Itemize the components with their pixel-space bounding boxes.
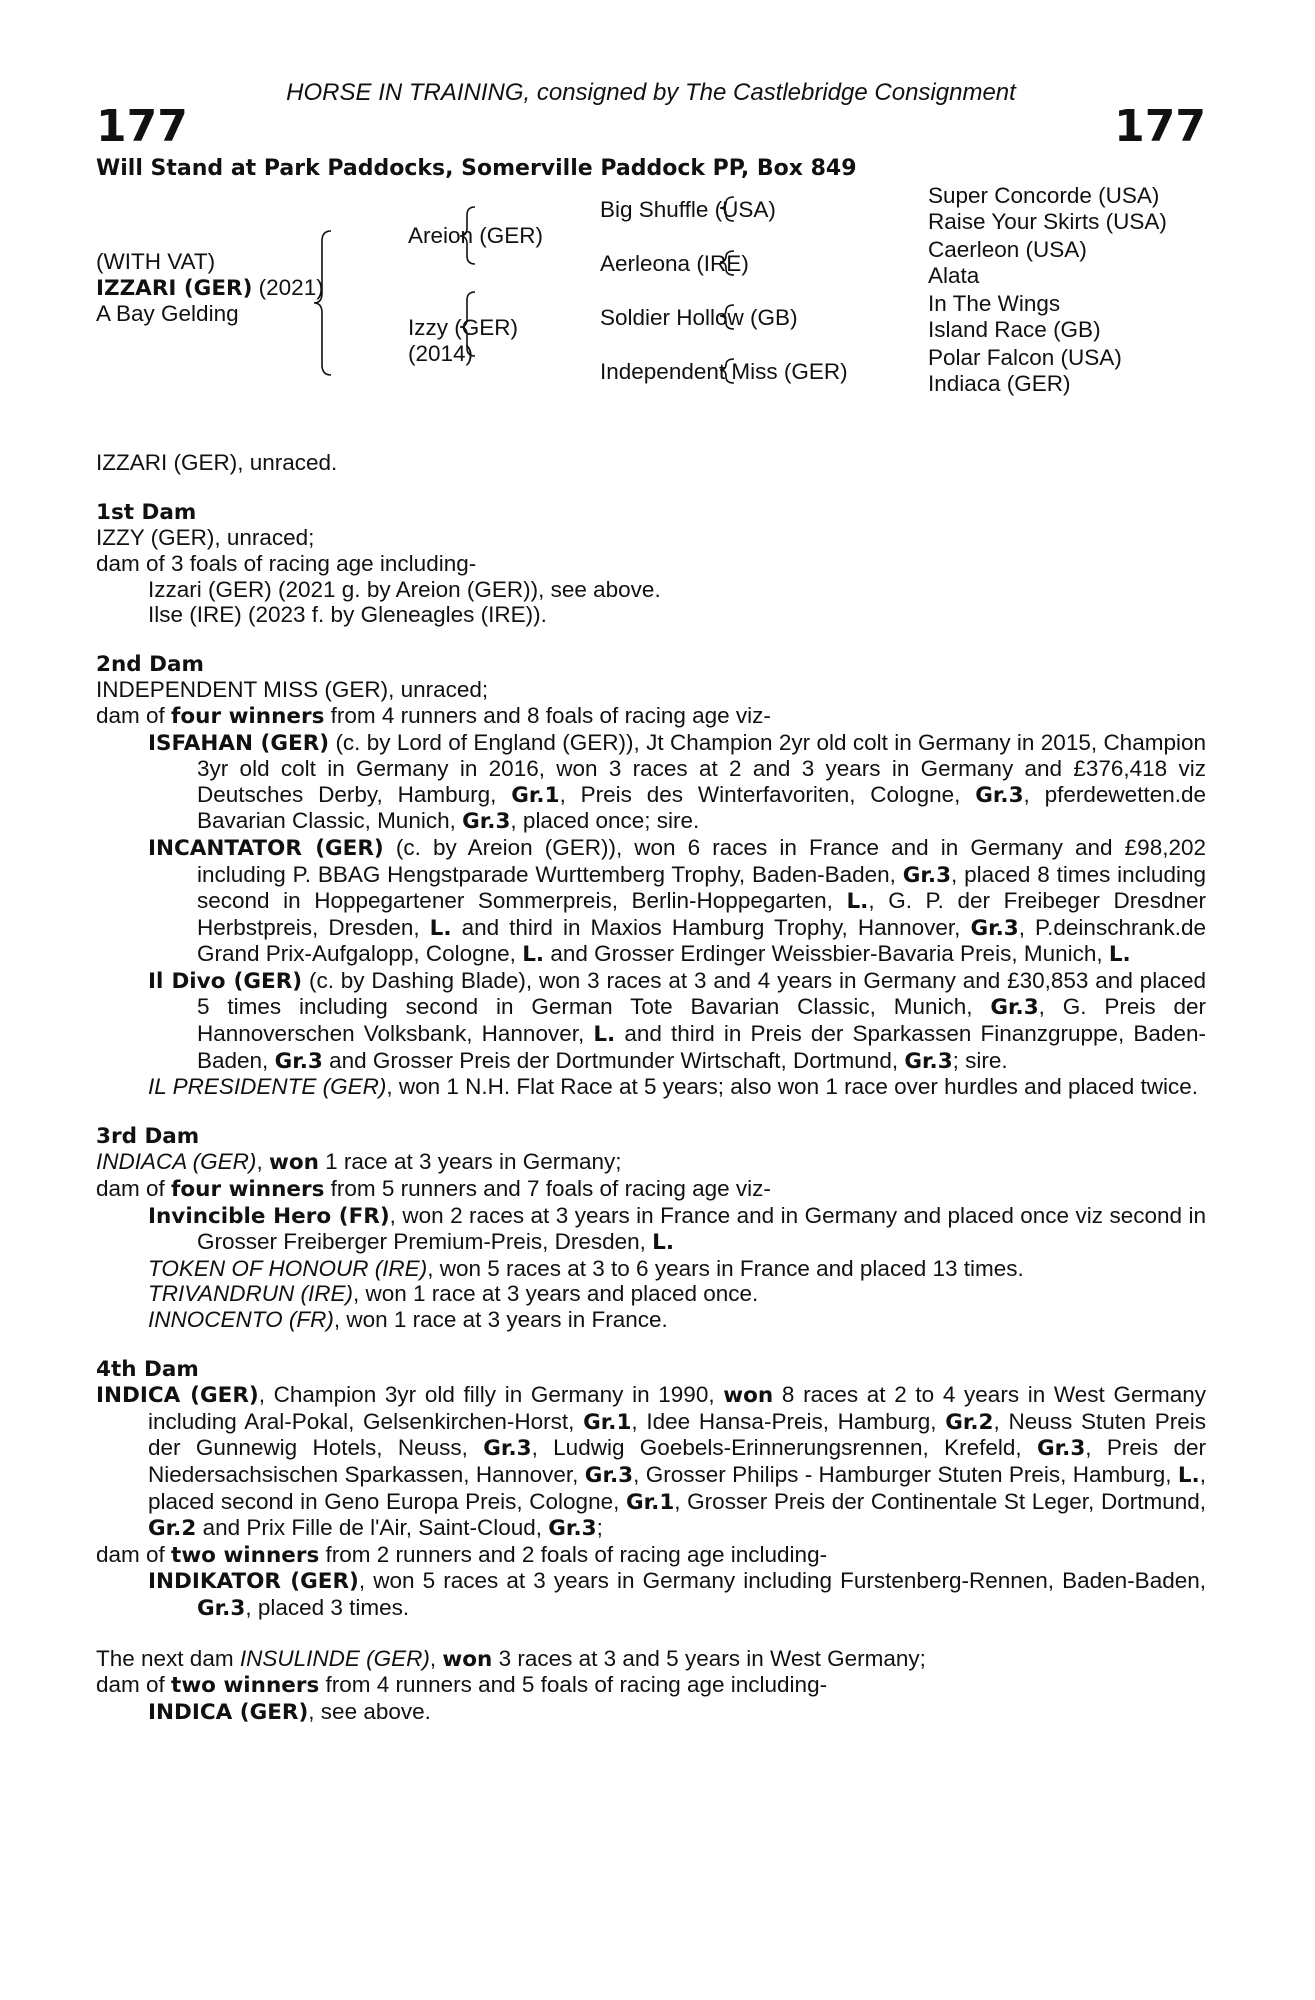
produce-entry-incantator: INCANTATOR (GER) (c. by Areion (GER)), won 6 races in France and in Germany and £98,202 including P. BBAG Hengstparade Wurttemberg Trophy, Baden-Baden, Gr.3, placed 8 times including second in Hoppegartener Sommerpreis, Berlin-Hoppegarten, L., G. P. der Freibeger Dresdner Herbstpreis, Dresden, L. and third in Maxios Hamburg Trophy, Hannover, Gr.3, P.deinschrank.de Grand Prix-Aufgalopp, Cologne, L. and Grosser Erdinger Weissbier-Bavaria Preis, Munich, L. xyxy=(148,834,1206,968)
horse-year: (2021) xyxy=(252,275,324,301)
produce-entry-indikator: INDIKATOR (GER), won 5 races at 3 years in Germany including Furstenberg-Rennen, Baden-Baden, Gr.3, placed 3 times. xyxy=(148,1568,1206,1621)
dam-of-dam: Independent Miss (GER) xyxy=(600,359,848,385)
pedigree-gen3-5: In The Wings xyxy=(928,291,1061,317)
dam-year: (2014) xyxy=(408,341,474,367)
vat-status: (WITH VAT) xyxy=(96,249,216,275)
sire-of-dam: Soldier Hollow (GB) xyxy=(600,305,798,331)
third-dam-line: INDIACA (GER), won 1 race at 3 years in Germany; xyxy=(96,1149,622,1176)
pedigree-table xyxy=(96,185,1206,410)
pedigree-gen3-4: Alata xyxy=(928,263,980,289)
lot-number-row xyxy=(96,102,1206,152)
catalogue-page xyxy=(96,80,1206,1725)
produce-entry-il-divo: Il Divo (GER) (c. by Dashing Blade), won 3 races at 3 and 4 years in Germany and £30,853 and placed 5 times including second in German Tote Bavarian Classic, Munich, Gr.3, G. Preis der Hannoverschen Volksbank, Hannover, L. and third in Preis der Sparkassen Finanzgruppe, Baden-Baden, Gr.3 and Grosser Preis der Dortmunder Wirtschaft, Dortmund, Gr.3; sire. xyxy=(148,967,1206,1074)
horse-description: A Bay Gelding xyxy=(96,301,239,327)
horse-name-line xyxy=(96,275,324,302)
second-dam-produce-line: dam of four winners from 4 runners and 8 foals of racing age viz- xyxy=(96,702,771,729)
produce-entry: Izzari (GER) (2021 g. by Areion (GER)), see above. xyxy=(148,576,661,602)
fourth-dam-heading: 4th Dam xyxy=(96,1356,199,1382)
horse-race-record: IZZARI (GER), unraced. xyxy=(96,450,338,476)
produce-entry-indica: INDICA (GER), see above. xyxy=(148,1698,431,1725)
fourth-dam-produce-line: dam of two winners from 2 runners and 2 foals of racing age including- xyxy=(96,1541,828,1568)
pedigree-gen3-3: Caerleon (USA) xyxy=(928,237,1087,263)
dam: Izzy (GER) xyxy=(408,315,518,341)
sire: Areion (GER) xyxy=(408,223,544,249)
first-dam-heading: 1st Dam xyxy=(96,499,197,525)
next-dam-line: The next dam INSULINDE (GER), won 3 races at 3 and 5 years in West Germany; xyxy=(96,1645,926,1672)
produce-entry-il-presidente: IL PRESIDENTE (GER), won 1 N.H. Flat Race at 5 years; also won 1 race over hurdles and placed twice. xyxy=(148,1074,1199,1100)
pedigree-gen3-6: Island Race (GB) xyxy=(928,317,1101,343)
lot-number-left: 177 xyxy=(96,100,188,152)
dam-of-sire: Aerleona (IRE) xyxy=(600,251,749,277)
second-dam-heading: 2nd Dam xyxy=(96,651,204,677)
produce-entry-invincible-hero: Invincible Hero (FR), won 2 races at 3 years in France and in Germany and placed once viz second in Grosser Freiberger Premium-Preis, Dresden, L. xyxy=(148,1202,1206,1256)
first-dam-produce-line: dam of 3 foals of racing age including- xyxy=(96,550,477,576)
pedigree-gen3-7: Polar Falcon (USA) xyxy=(928,345,1122,371)
produce-entry: Ilse (IRE) (2023 f. by Gleneagles (IRE)). xyxy=(148,602,547,628)
third-dam-heading: 3rd Dam xyxy=(96,1123,200,1149)
third-dam-produce-line: dam of four winners from 5 runners and 7 foals of racing age viz- xyxy=(96,1176,771,1203)
sire-of-sire: Big Shuffle (USA) xyxy=(600,197,776,223)
stabling-location: Will Stand at Park Paddocks, Somerville Paddock PP, Box 849 xyxy=(96,155,857,181)
produce-entry-innocento: INNOCENTO (FR), won 1 race at 3 years in France. xyxy=(148,1307,668,1332)
pedigree-gen3-1: Super Concorde (USA) xyxy=(928,183,1160,209)
produce-entry-trivandrun: TRIVANDRUN (IRE), won 1 race at 3 years and placed once. xyxy=(148,1281,759,1307)
produce-entry-isfahan: ISFAHAN (GER) (c. by Lord of England (GER)), Jt Champion 2yr old colt in Germany in 2015, Champion 3yr old colt in Germany in 2016, won 3 races at 2 and 3 years in Germany and £376,418 viz Deutsches Derby, Hamburg, Gr.1, Preis des Winterfavoriten, Cologne, Gr.3, pferdewetten.de Bavarian Classic, Munich, Gr.3, placed once; sire. xyxy=(148,729,1206,835)
pedigree-gen3-8: Indiaca (GER) xyxy=(928,371,1071,397)
fourth-dam-line: INDICA (GER), Champion 3yr old filly in Germany in 1990, won 8 races at 2 to 4 years in West Germany including Aral-Pokal, Gelsenkirchen-Horst, Gr.1, Idee Hansa-Preis, Hamburg, Gr.2, Neuss Stuten Preis der Gunnewig Hotels, Neuss, Gr.3, Ludwig Goebels-Erinnerungsrennen, Krefeld, Gr.3, Preis der Niedersachsischen Sparkassen, Hannover, Gr.3, Grosser Philips - Hamburger Stuten Preis, Hamburg, L., placed second in Geno Europa Preis, Cologne, Gr.1, Grosser Preis der Continentale St Leger, Dortmund, Gr.2 and Prix Fille de l'Air, Saint-Cloud, Gr.3; xyxy=(96,1382,1207,1542)
first-dam-line: IZZY (GER), unraced; xyxy=(96,525,315,551)
lot-number-right: 177 xyxy=(1114,100,1206,152)
pedigree-gen3-2: Raise Your Skirts (USA) xyxy=(928,209,1167,235)
horse-name: IZZARI (GER) xyxy=(96,276,253,302)
second-dam-line: INDEPENDENT MISS (GER), unraced; xyxy=(96,677,489,703)
page-header: HORSE IN TRAINING, consigned by The Castlebridge Consignment xyxy=(286,79,1016,106)
produce-entry-token-of-honour: TOKEN OF HONOUR (IRE), won 5 races at 3 to 6 years in France and placed 13 times. xyxy=(148,1255,1024,1281)
next-dam-produce-line: dam of two winners from 4 runners and 5 foals of racing age including- xyxy=(96,1672,828,1699)
